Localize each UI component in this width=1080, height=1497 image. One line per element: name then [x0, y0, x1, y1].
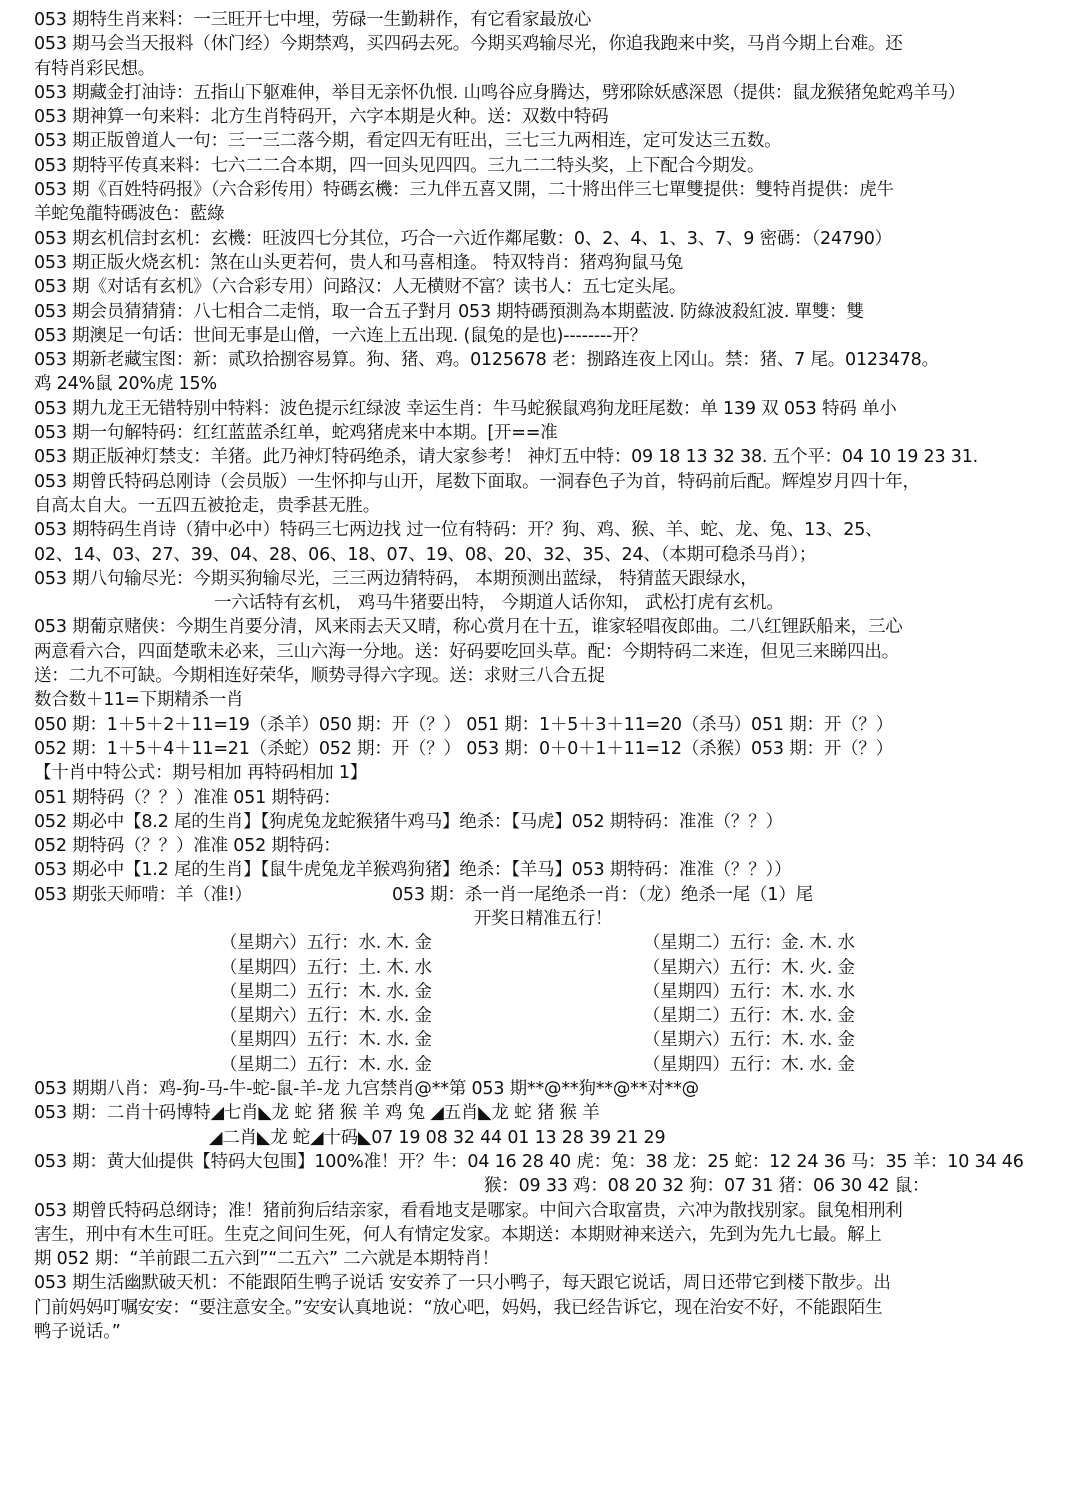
- indented-line-3: 猴：09 33 鸡：08 20 32 狗：07 31 猪：06 30 42 鼠：: [484, 1176, 930, 1197]
- text-line: 053 期一句解特码：红红蓝蓝杀红单，蛇鸡猪虎来中本期。[开==准: [34, 423, 558, 444]
- wuxing-cell: （星期六）五行：木. 水. 金: [220, 1006, 432, 1027]
- indented-line-2: ◢二肖◣龙 蛇◢十码◣07 19 08 32 44 01 13 28 39 21 29: [209, 1127, 666, 1148]
- text-line: 053 期特生肖来料：一三旺开七中埋，劳碌一生勤耕作，有它看家最放心: [34, 10, 592, 30]
- text-line: 052 期：1＋5＋4＋11=21（杀蛇）052 期：开（？） 053 期：0＋0＋1＋11=12（杀猴）053 期：开（？）: [34, 738, 894, 759]
- text-line: 053 期《对话有玄机》（六合彩专用）问路汉：人无横财不富？读书人：五七定头尾。: [34, 277, 687, 298]
- text-line: 02、14、03、27、39、04、28、06、18、07、19、08、20、32、35、24、（本期可稳杀马肖）；: [34, 544, 817, 565]
- text-line: 期 052 期：“羊前跟二五六到”“二五六” 二六就是本期特肖！: [34, 1249, 499, 1270]
- wuxing-cell: （星期四）五行：木. 水. 水: [643, 981, 855, 1002]
- wuxing-row: [34, 980, 1052, 1004]
- text-line: 053 期：黄大仙提供【特码大包围】100%准！开？牛：04 16 28 40 虎：兔：38 龙：25 蛇：12 24 36 马：35 羊：10 34 46: [34, 1151, 1024, 1172]
- text-line: 053 期正版曾道人一句：三一三二落今期，看定四无有旺出，三七三九两相连，定可发达三五数。: [34, 131, 782, 152]
- text-line: 鸡 24%鼠 20%虎 15%: [34, 374, 217, 395]
- text-line: 052 期特码（？？）准准 052 期特码：: [34, 836, 341, 857]
- wuxing-cell: （星期二）五行：金. 木. 水: [643, 933, 855, 954]
- text-line: 053 期期八肖：鸡-狗-马-牛-蛇-鼠-羊-龙 九宫禁肖@**第 053 期**@**狗**@**对**@: [34, 1079, 699, 1100]
- text-line: 送：二九不可缺。今期相连好荣华，顺势寻得六字现。送：求财三八合五捉: [34, 666, 605, 687]
- text-line: 053 期葡京赌侠：今期生肖要分清，风来雨去天又晴，称心赏月在十五，谁家轻唱夜郎曲。二八红锂跃船来，三心: [34, 617, 903, 638]
- wuxing-cell: （星期六）五行：水. 木. 金: [220, 933, 432, 954]
- text-line: 053 期会员猜猜猜：八七相合二走悄，取一合五子對月 053 期特碼預測為本期藍波. 防綠波殺紅波. 單雙：雙: [34, 301, 864, 322]
- text-line: 053 期藏金打油诗：五指山下躯难伸，举目无亲怀仇恨. 山鸣谷应身腾达，劈邪除妖感深恩（提供：鼠龙猴猪兔蛇鸡羊马）: [34, 82, 966, 103]
- text-line: 051 期特码（？？）准准 051 期特码：: [34, 787, 341, 808]
- wuxing-row: [34, 931, 1052, 955]
- wuxing-cell: （星期四）五行：木. 水. 金: [643, 1054, 855, 1075]
- text-block-3: [34, 1077, 1052, 1126]
- text-line: 053 期：二肖十码博特◢七肖◣龙 蛇 猪 猴 羊 鸡 兔 ◢五肖◣龙 蛇 猪 猴 羊: [34, 1103, 600, 1124]
- text-block-2: [34, 615, 1052, 882]
- wuxing-cell: （星期四）五行：木. 水. 金: [220, 1030, 432, 1051]
- text-line: 053 期八句输尽光：今期买狗输尽光，三三两边猜特码， 本期预测出蓝绿， 特猜蓝天跟绿水，: [34, 568, 758, 589]
- wuxing-cell: （星期二）五行：木. 水. 金: [643, 1006, 855, 1027]
- text-line: 053 期生活幽默破天机：不能跟陌生鸭子说话 安安养了一只小鸭子，每天跟它说话，周日还带它到楼下散步。出: [34, 1273, 891, 1294]
- text-line: 数合数＋11=下期精杀一肖: [34, 690, 244, 711]
- wuxing-table: [34, 931, 1052, 1077]
- wuxing-cell: （星期六）五行：木. 火. 金: [643, 957, 855, 978]
- text-line: 两意看六合，四面楚歌未必来，三山六海一分地。送：好码要吃回头草。配：今期特码二来连，但见三来睇四出。: [34, 641, 899, 662]
- text-block-5: [34, 1199, 1052, 1345]
- text-line: 053 期特码生肖诗（猜中必中）特码三七两边找 过一位有特码：开？狗、鸡、猴、羊、蛇、龙、兔、13、25、: [34, 520, 883, 541]
- text-line: 053 期曾氏特码总纲诗；准！猪前狗后结亲家，看看地支是哪家。中间六合取富贵，六冲为散找别家。鼠兔相刑利: [34, 1200, 903, 1221]
- wuxing-row: [34, 1004, 1052, 1028]
- text-line: 053 期新老藏宝图：新：贰玖拾捌容易算。狗、猪、鸡。0125678 老：捌路连夜上冈山。禁：猪、7 尾。0123478。: [34, 350, 939, 371]
- text-line: 053 期特平传真来料：七六二二合本期，四一回头见四四。三九二二特头奖，上下配合今期发。: [34, 155, 765, 176]
- wuxing-cell: （星期六）五行：木. 水. 金: [643, 1030, 855, 1051]
- text-line: 053 期正版火烧玄机：煞在山头更若何，贵人和马喜相逢。 特双特肖：猪鸡狗鼠马兔: [34, 252, 684, 273]
- zhang-right: 053 期：杀一肖一尾绝杀一肖：（龙）绝杀一尾（1）尾: [391, 884, 813, 905]
- text-line: 有特肖彩民想。: [34, 58, 156, 79]
- text-line: 053 期神算一句来料：北方生肖特码开，六字本期是火种。送：双数中特码: [34, 107, 609, 128]
- text-line: 053 期必中【1.2 尾的生肖】【鼠牛虎兔龙羊猴鸡狗猪】绝杀：【羊马】053 期特码：准准（？？））: [34, 860, 792, 881]
- wuxing-row: [34, 956, 1052, 980]
- wuxing-cell: （星期四）五行：土. 木. 水: [220, 957, 432, 978]
- text-line: 自高太自大。一五四五被抢走，贵季甚无胜。: [34, 495, 380, 516]
- text-line: 053 期正版神灯禁支：羊猪。此乃神灯特码绝杀，请大家参考！ 神灯五中特：09 18 13 32 38. 五个平：04 10 19 23 31.: [34, 447, 978, 468]
- zhang-left: 053 期张天师啃：羊（准!）: [34, 884, 252, 905]
- text-line: 门前妈妈叮嘱安安：“要注意安全。”安安认真地说：“放心吧，妈妈，我已经告诉它，现在治安不好，不能跟陌生: [34, 1297, 883, 1318]
- indented-line: 一六话特有玄机， 鸡马牛猪要出特， 今期道人话你知， 武松打虎有玄机。: [214, 593, 784, 614]
- wuxing-title: 开奖日精准五行！: [473, 908, 613, 929]
- text-line: 害生，刑中有木生可旺。生克之间问生死，何人有情定发家。本期送：本期财神来送六，先到为先九七最。解上: [34, 1224, 882, 1245]
- text-line: 053 期马会当天报料（休门经）今期禁鸡，买四码去死。今期买鸡输尽光，你追我跑来中奖，马肖今期上台难。还: [34, 34, 903, 55]
- zhang-line: [34, 883, 1052, 907]
- wuxing-cell: （星期二）五行：木. 水. 金: [220, 1054, 432, 1075]
- text-line: 羊蛇兔龍特碼波色：藍綠: [34, 204, 225, 225]
- text-line: 【十肖中特公式：期号相加 再特码相加 1】: [34, 763, 368, 784]
- text-line: 053 期玄机信封玄机：玄機：旺波四七分其位，巧合一六近作鄰尾數：0、2、4、1、3、7、9 密碼：（24790）: [34, 228, 892, 249]
- wuxing-row: [34, 1053, 1052, 1077]
- text-line: 053 期曾氏特码总刚诗（会员版）一生怀抑与山开，尾数下面取。一洞春色子为首，特码前后配。辉煌岁月四十年，: [34, 471, 920, 492]
- wuxing-cell: （星期二）五行：木. 水. 金: [220, 981, 432, 1002]
- text-line: 050 期：1＋5＋2＋11=19（杀羊）050 期：开（？） 051 期：1＋5＋3＋11=20（杀马）051 期：开（？）: [34, 714, 894, 735]
- text-line: 052 期必中【8.2 尾的生肖】【狗虎兔龙蛇猴猪牛鸡马】绝杀：【马虎】052 期特码：准准（？？）: [34, 811, 783, 832]
- text-line: 鸭子说话。”: [34, 1322, 121, 1343]
- text-line: 053 期《百姓特码报》（六合彩传用）特碼玄機：三九伴五喜又開，二十將出伴三七單雙提供：雙特肖提供：虎牛: [34, 180, 894, 201]
- text-line: 053 期九龙王无错特别中特料：波色提示红绿波 幸运生肖：牛马蛇猴鼠鸡狗龙旺尾数：单 139 双 053 特码 单小: [34, 398, 897, 419]
- text-block-4: [34, 1150, 1052, 1174]
- text-block-1: [34, 8, 1052, 591]
- wuxing-row: [34, 1028, 1052, 1052]
- text-line: 053 期澳足一句话：世间无事是山僧，一六连上五出现. (鼠兔的是也)--------开？: [34, 325, 647, 346]
